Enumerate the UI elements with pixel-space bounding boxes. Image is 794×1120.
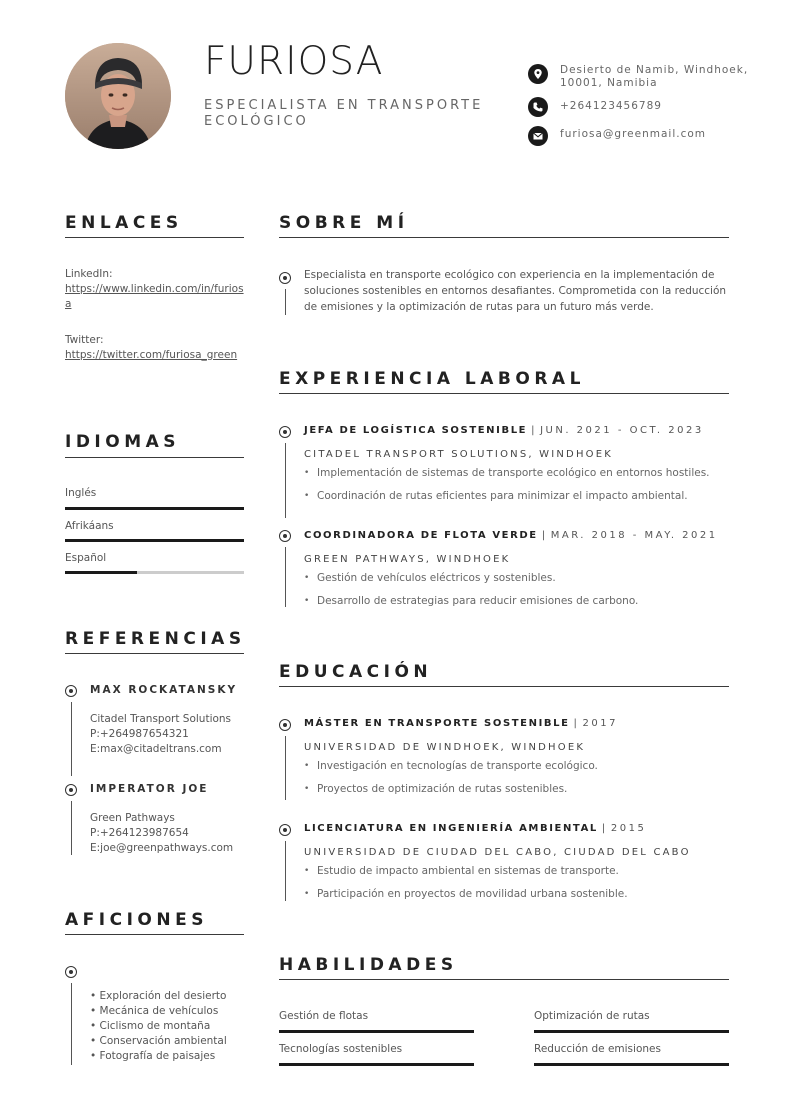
reference-email: E:joe@greenpathways.com xyxy=(90,842,234,854)
degree-year: 2017 xyxy=(582,718,618,729)
education-entry-header xyxy=(304,718,618,729)
contact-address xyxy=(528,64,750,90)
skills-heading: HABILIDADES xyxy=(279,955,458,975)
about-heading: SOBRE MÍ xyxy=(279,213,409,233)
separator: | xyxy=(541,530,547,541)
candidate-name: FURIOSA xyxy=(204,39,384,84)
reference-phone: P:+264987654321 xyxy=(90,728,189,740)
skill-level-bar xyxy=(534,1030,729,1033)
skill-label: Tecnologías sostenibles xyxy=(279,1043,403,1055)
language-level-bar xyxy=(65,571,244,574)
list-item: • Proyectos de optimización de rutas sostenibles. xyxy=(304,782,734,797)
phone-icon xyxy=(528,97,548,117)
job-title: ESPECIALISTA EN TRANSPORTE ECOLÓGICO xyxy=(204,98,484,129)
location-pin-icon xyxy=(528,64,548,84)
timeline-dot-icon xyxy=(279,530,291,542)
phone-text[interactable]: +264123456789 xyxy=(560,100,662,112)
twitter-link[interactable]: https://twitter.com/furiosa_green xyxy=(65,349,238,361)
skill-label: Optimización de rutas xyxy=(534,1010,650,1022)
twitter-label: Twitter: xyxy=(65,334,104,346)
timeline-line xyxy=(285,841,286,901)
profile-photo xyxy=(65,43,171,149)
timeline-dot-icon xyxy=(65,685,77,697)
timeline-line xyxy=(285,547,286,607)
reference-details xyxy=(90,712,231,757)
skill-label: Gestión de flotas xyxy=(279,1010,369,1022)
education-heading: EDUCACIÓN xyxy=(279,662,433,682)
reference-phone: P:+264123987654 xyxy=(90,827,189,839)
experience-divider xyxy=(279,393,729,394)
education-divider xyxy=(279,686,729,687)
timeline-dot-icon xyxy=(279,824,291,836)
language-level-bar xyxy=(65,539,244,542)
timeline-line xyxy=(285,736,286,800)
language-level-fill xyxy=(65,507,244,510)
timeline-line xyxy=(285,289,286,315)
hobbies-divider xyxy=(65,934,244,935)
list-item: • Estudio de impacto ambiental en sistemas de transporte. xyxy=(304,864,734,879)
experience-entry-header xyxy=(304,425,704,436)
hobbies-heading: AFICIONES xyxy=(65,910,208,930)
job-organization: CITADEL TRANSPORT SOLUTIONS, WINDHOEK xyxy=(304,449,614,460)
timeline-dot-icon xyxy=(279,426,291,438)
list-item: • Participación en proyectos de movilidad urbana sostenible. xyxy=(304,887,734,902)
degree-bullets xyxy=(304,864,734,909)
address-text: Desierto de Namib, Windhoek, 10001, Namibia xyxy=(560,64,749,89)
job-bullets xyxy=(304,466,734,511)
experience-heading: EXPERIENCIA LABORAL xyxy=(279,369,585,389)
email-text[interactable]: furiosa@greenmail.com xyxy=(560,128,707,140)
about-divider xyxy=(279,237,729,238)
timeline-dot-icon xyxy=(279,272,291,284)
timeline-line xyxy=(71,702,72,776)
timeline-dot-icon xyxy=(65,784,77,796)
reference-name: IMPERATOR JOE xyxy=(90,783,209,795)
timeline-dot-icon xyxy=(65,966,77,978)
person-photo-icon xyxy=(65,43,171,149)
reference-company: Green Pathways xyxy=(90,812,175,824)
skill-level-bar xyxy=(279,1063,474,1066)
skill-level-bar xyxy=(279,1030,474,1033)
languages-divider xyxy=(65,457,244,458)
list-item: • Implementación de sistemas de transporte ecológico en entornos hostiles. xyxy=(304,466,734,481)
job-role: COORDINADORA DE FLOTA VERDE xyxy=(304,530,538,541)
language-level-fill xyxy=(65,539,244,542)
linkedin-block xyxy=(65,267,244,312)
separator: | xyxy=(531,425,537,436)
language-level-fill xyxy=(65,571,137,574)
contact-phone xyxy=(528,97,750,117)
list-item: • Investigación en tecnologías de transporte ecológico. xyxy=(304,759,734,774)
links-heading: ENLACES xyxy=(65,213,183,233)
links-divider xyxy=(65,237,244,238)
separator: | xyxy=(601,823,607,834)
degree-name: LICENCIATURA EN INGENIERÍA AMBIENTAL xyxy=(304,823,598,834)
reference-name: MAX ROCKATANSKY xyxy=(90,684,238,696)
job-dates: MAR. 2018 - MAY. 2021 xyxy=(550,530,718,541)
languages-heading: IDIOMAS xyxy=(65,432,181,452)
skill-label: Reducción de emisiones xyxy=(534,1043,661,1055)
degree-bullets xyxy=(304,759,734,804)
list-item: • Fotografía de paisajes xyxy=(90,1049,227,1064)
timeline-line xyxy=(71,983,72,1065)
degree-name: MÁSTER EN TRANSPORTE SOSTENIBLE xyxy=(304,718,570,729)
job-dates: JUN. 2021 - OCT. 2023 xyxy=(540,425,704,436)
contact-email xyxy=(528,126,750,146)
timeline-line xyxy=(285,443,286,518)
hobbies-list xyxy=(90,989,227,1064)
education-entry-header xyxy=(304,823,646,834)
references-heading: REFERENCIAS xyxy=(65,629,246,649)
reference-details xyxy=(90,811,233,856)
list-item: • Mecánica de vehículos xyxy=(90,1004,227,1019)
list-item: • Ciclismo de montaña xyxy=(90,1019,227,1034)
linkedin-label: LinkedIn: xyxy=(65,268,113,280)
about-text: Especialista en transporte ecológico con experiencia en la implementación de soluciones sostenibles en entornos desafiantes. Comprometida con la reducción de emisiones y la optimización de rutas para un futuro más verde. xyxy=(304,269,727,313)
job-bullets xyxy=(304,571,734,616)
list-item: • Gestión de vehículos eléctricos y sostenibles. xyxy=(304,571,734,586)
skills-divider xyxy=(279,979,729,980)
reference-email: E:max@citadeltrans.com xyxy=(90,743,222,755)
degree-institution: UNIVERSIDAD DE CIUDAD DEL CABO, CIUDAD DEL CABO xyxy=(304,847,691,858)
experience-entry-header xyxy=(304,530,718,541)
list-item: • Coordinación de rutas eficientes para minimizar el impacto ambiental. xyxy=(304,489,734,504)
language-label: Español xyxy=(65,552,107,564)
degree-institution: UNIVERSIDAD DE WINDHOEK, WINDHOEK xyxy=(304,742,586,753)
language-label: Inglés xyxy=(65,487,97,499)
separator: | xyxy=(573,718,579,729)
degree-year: 2015 xyxy=(610,823,647,834)
language-label: Afrikáans xyxy=(65,520,114,532)
timeline-dot-icon xyxy=(279,719,291,731)
job-organization: GREEN PATHWAYS, WINDHOEK xyxy=(304,554,511,565)
list-item: • Desarrollo de estrategias para reducir emisiones de carbono. xyxy=(304,594,734,609)
linkedin-link[interactable]: https://www.linkedin.com/in/furiosa xyxy=(65,283,244,310)
job-role: JEFA DE LOGÍSTICA SOSTENIBLE xyxy=(304,425,528,436)
language-level-bar xyxy=(65,507,244,510)
list-item: • Conservación ambiental xyxy=(90,1034,227,1049)
references-divider xyxy=(65,653,244,654)
timeline-line xyxy=(71,801,72,855)
mail-icon xyxy=(528,126,548,146)
reference-company: Citadel Transport Solutions xyxy=(90,713,232,725)
twitter-block xyxy=(65,333,244,363)
skill-level-bar xyxy=(534,1063,729,1066)
list-item: • Exploración del desierto xyxy=(90,989,227,1004)
